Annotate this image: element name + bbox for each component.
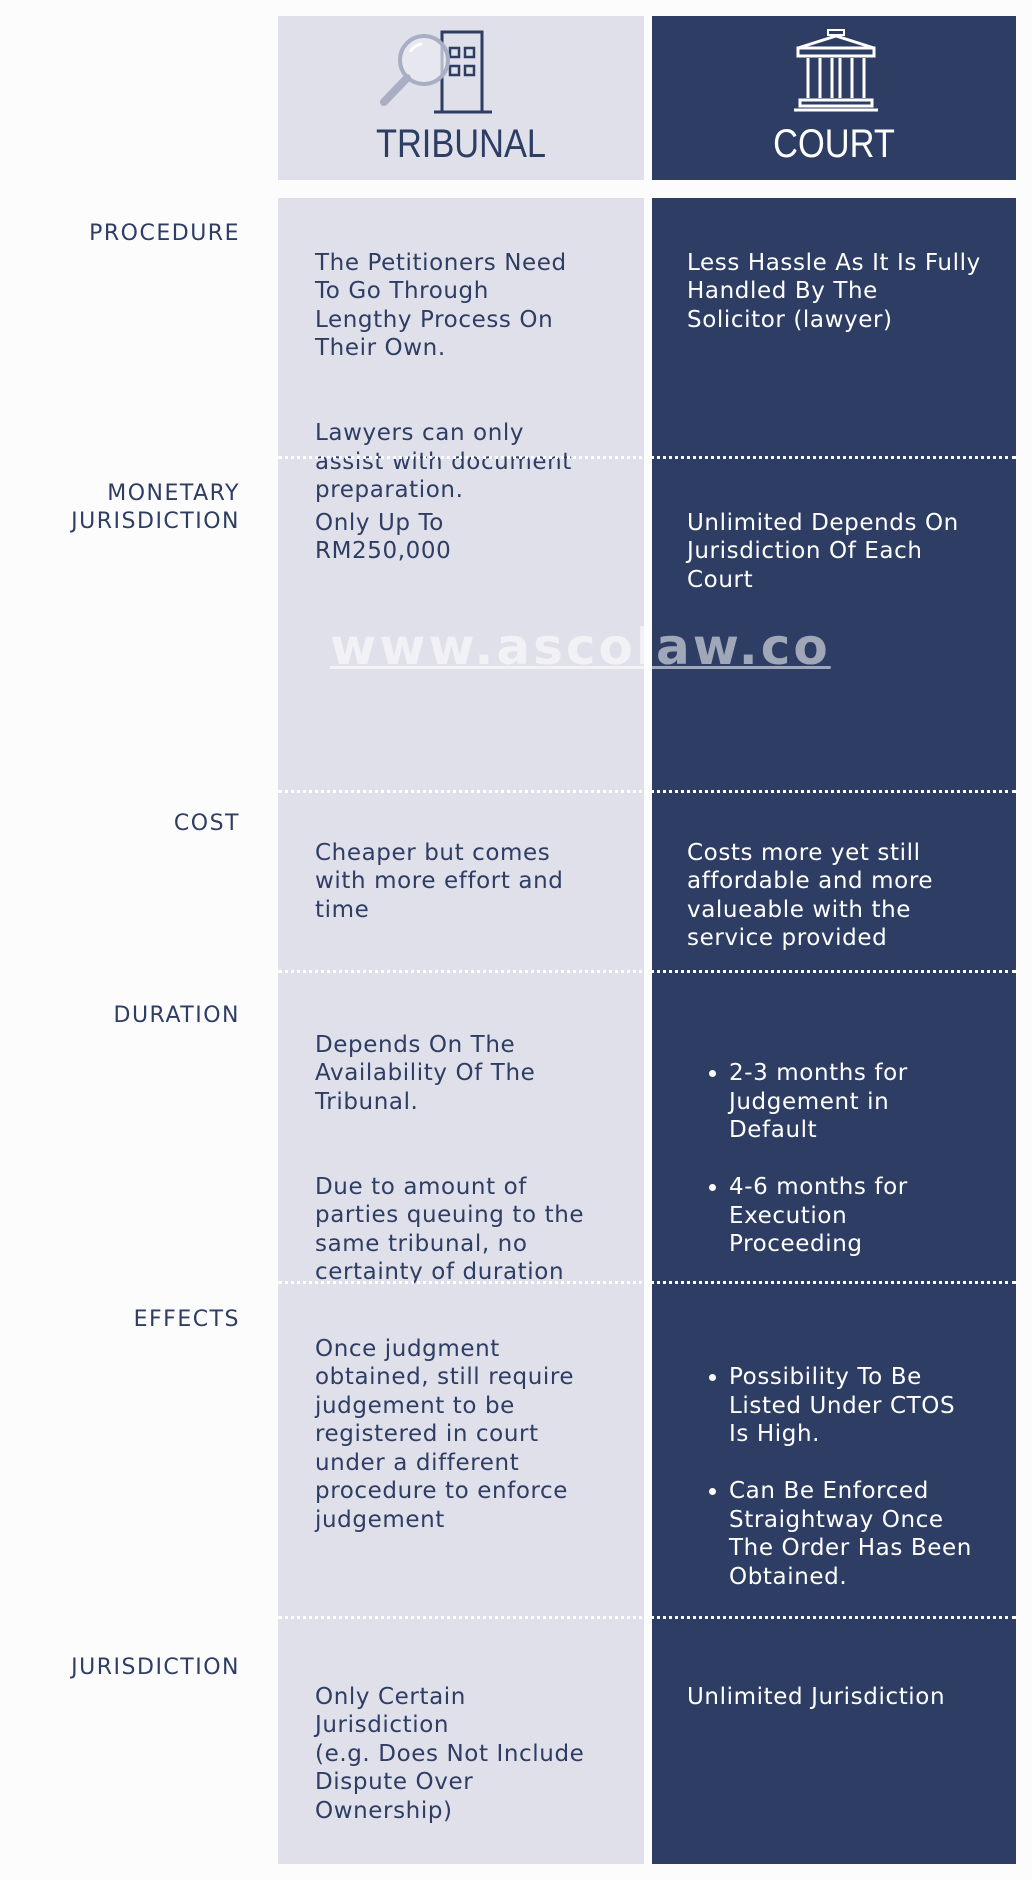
list-item: • Can Be Enforced Straightway Once The Order Has Been Obtained.: [729, 1477, 1007, 1591]
bullet-list: [687, 1031, 1007, 1288]
cell-paragraph: Costs more yet still affordable and more valueable with the service provided: [687, 839, 934, 951]
bullet-list: [687, 1335, 1007, 1620]
row-label-monetary-jurisdiction: MONETARY JURISDICTION: [71, 481, 240, 534]
cell-paragraph: Due to amount of parties queuing to the same tribunal, no certainty of duration: [315, 1173, 585, 1285]
cell-paragraph: The Petitioners Need To Go Through Lengthy Process On Their Own.: [315, 249, 567, 361]
tribunal-title: TRIBUNAL: [375, 122, 547, 166]
list-item: • 4-6 months for Execution Proceeding: [729, 1173, 1007, 1259]
cell-paragraph: Only Certain Jurisdiction (e.g. Does Not Include Dispute Over Ownership): [315, 1683, 585, 1824]
cell-paragraph: Unlimited Jurisdiction: [687, 1683, 946, 1710]
row-divider: [278, 456, 1016, 459]
court-effects: [687, 1306, 1007, 1648]
court-jurisdiction: [687, 1654, 1007, 1740]
courthouse-icon: [792, 28, 880, 114]
tribunal-monetary-jurisdiction: [315, 480, 631, 594]
row-divider: [278, 970, 1016, 973]
row-label-procedure: PROCEDURE: [89, 221, 240, 246]
cell-paragraph: Only Up To RM250,000: [315, 509, 452, 564]
court-procedure: [687, 220, 1007, 363]
row-divider: [278, 1616, 1016, 1619]
watermark: www.ascolaw.co: [330, 618, 831, 676]
cell-paragraph: Once judgment obtained, still require judgement to be registered in court under a different procedure to enforce judgement: [315, 1335, 575, 1533]
tribunal-jurisdiction: [315, 1654, 631, 1854]
row-divider: [278, 790, 1016, 793]
tribunal-cost: [315, 810, 631, 953]
list-item: • 2-3 months for Judgement in Default: [729, 1059, 1007, 1145]
tribunal-effects: [315, 1306, 631, 1563]
row-label-duration: DURATION: [113, 1003, 240, 1028]
magnifier-building-icon: [376, 26, 516, 116]
court-duration: [687, 1002, 1007, 1316]
cell-paragraph: Lawyers can only assist with document preparation.: [315, 420, 572, 503]
row-divider: [278, 1281, 1016, 1284]
row-label-jurisdiction: JURISDICTION: [71, 1655, 240, 1680]
court-cost: [687, 810, 1007, 981]
court-monetary-jurisdiction: [687, 480, 1007, 623]
cell-paragraph: Depends On The Availability Of The Tribunal.: [315, 1031, 536, 1115]
row-label-effects: EFFECTS: [133, 1307, 240, 1332]
cell-paragraph: Cheaper but comes with more effort and time: [315, 839, 564, 923]
cell-paragraph: Less Hassle As It Is Fully Handled By The Solicitor (lawyer): [687, 249, 981, 333]
list-item: • Possibility To Be Listed Under CTOS Is High.: [729, 1363, 1007, 1449]
row-label-cost: COST: [173, 811, 240, 836]
tribunal-duration: [315, 1002, 631, 1315]
court-title: COURT: [773, 122, 895, 166]
cell-paragraph: Unlimited Depends On Jurisdiction Of Each Court: [687, 509, 959, 593]
